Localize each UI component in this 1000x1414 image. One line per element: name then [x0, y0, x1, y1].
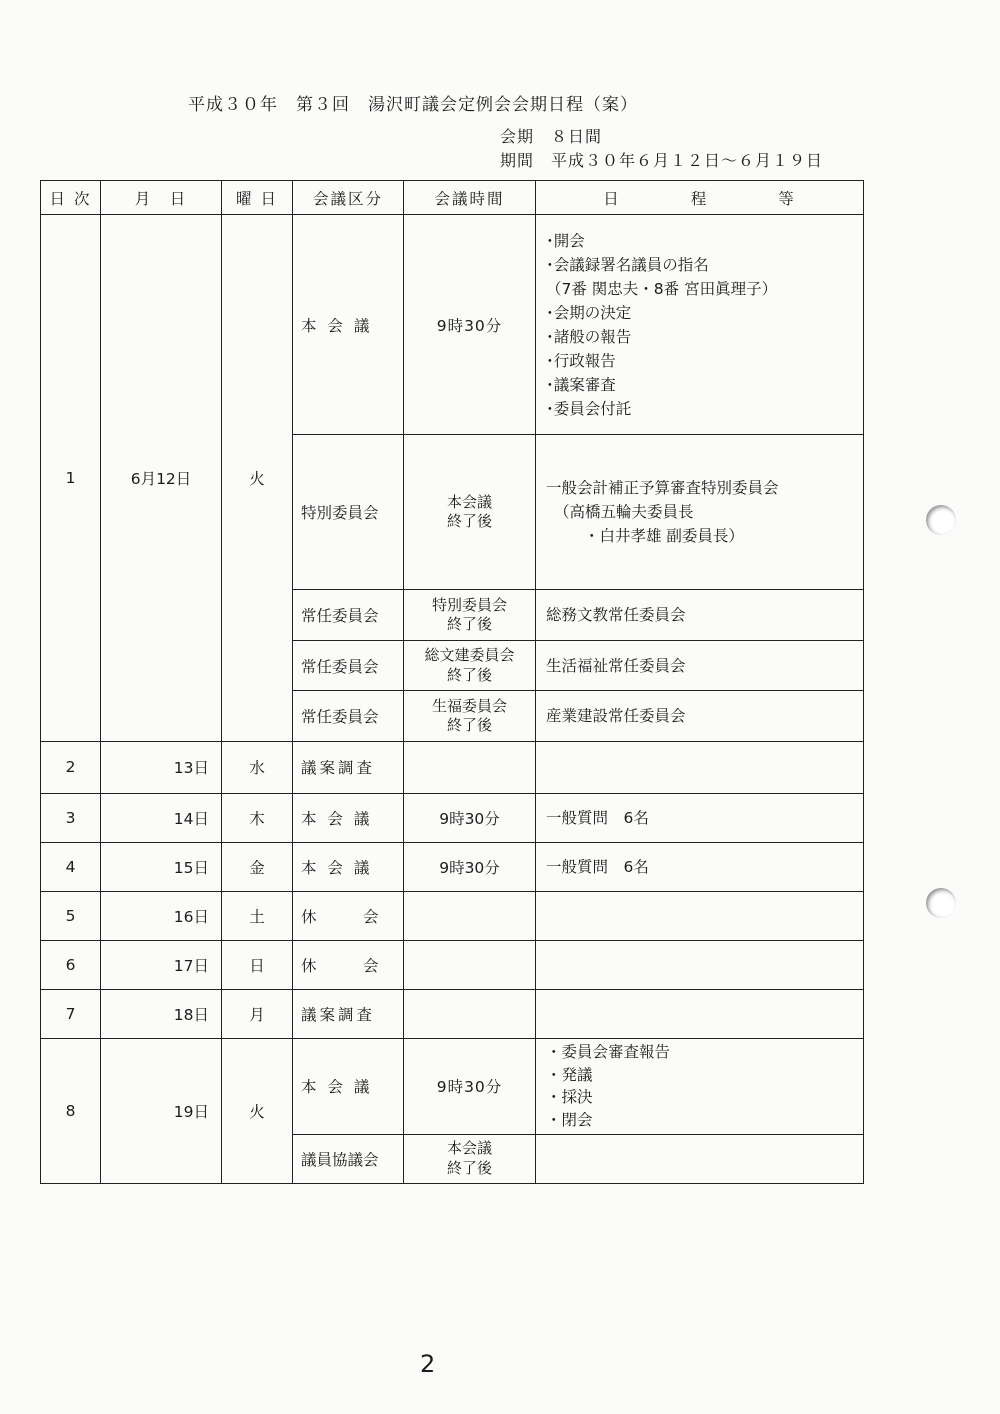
day-number: 2: [41, 741, 101, 793]
schedule-item: ・採決: [546, 1088, 593, 1107]
schedule-item: ･会期の決定: [546, 303, 632, 322]
meeting-type: 休 会: [293, 940, 404, 989]
meeting-type: 常任委員会: [293, 590, 404, 641]
schedule-item: 一般会計補正予算審査特別委員会: [546, 479, 779, 498]
table-row: [41, 989, 864, 1038]
meeting-time: 本会議 終了後: [404, 1134, 536, 1183]
meeting-type: 休 会: [293, 891, 404, 940]
schedule-item: （7番 関忠夫・8番 宮田眞理子）: [546, 279, 778, 298]
meeting-type: 本 会 議: [293, 215, 404, 435]
meeting-time: [404, 741, 536, 793]
meeting-time: [404, 940, 536, 989]
date: 13日: [101, 741, 222, 793]
day-number: 5: [41, 891, 101, 940]
schedule-item: ･委員会付託: [546, 399, 632, 418]
page-number: 2: [420, 1350, 436, 1378]
header-schedule: 日 程 等: [536, 181, 864, 215]
date: 18日: [101, 989, 222, 1038]
session-length: 会期 ８日間: [500, 127, 603, 146]
schedule-item: ･諸般の報告: [546, 327, 632, 346]
schedule-item: [536, 741, 864, 793]
day-number: 6: [41, 940, 101, 989]
meeting-type: 本 会 議: [293, 793, 404, 842]
schedule-item: 産業建設常任委員会: [536, 691, 864, 741]
date: 6月12日: [101, 215, 222, 742]
table-row: [41, 741, 864, 793]
header-date: 月 日: [101, 181, 222, 215]
document-title: 平成３０年 第３回 湯沢町議会定例会会期日程（案）: [188, 95, 638, 115]
day-number: 1: [41, 215, 101, 742]
schedule-items: [536, 435, 864, 590]
weekday: 金: [222, 842, 293, 891]
schedule-item: ･議案審査: [546, 375, 616, 394]
day-number: 4: [41, 842, 101, 891]
table-header-row: [41, 181, 864, 215]
meeting-time: 本会議 終了後: [404, 435, 536, 590]
weekday: 月: [222, 989, 293, 1038]
schedule-item: [536, 989, 864, 1038]
table-row: [41, 940, 864, 989]
weekday: 土: [222, 891, 293, 940]
schedule-items: [536, 1038, 864, 1134]
schedule-item: ･開会: [546, 231, 585, 250]
header-meeting-time: 会議時間: [404, 181, 536, 215]
meeting-type: 本 会 議: [293, 1038, 404, 1134]
punch-hole: [926, 888, 956, 918]
meeting-type: 議案調査: [293, 741, 404, 793]
date: 19日: [101, 1038, 222, 1183]
weekday: 日: [222, 940, 293, 989]
table-row: [41, 842, 864, 891]
table-row: [41, 891, 864, 940]
meeting-time: 総文建委員会 終了後: [404, 641, 536, 691]
schedule-item: （高橋五輪夫委員長: [554, 503, 694, 522]
day-number: 7: [41, 989, 101, 1038]
schedule-item: ･会議録署名議員の指名: [546, 255, 709, 274]
schedule-item: 生活福祉常任委員会: [536, 641, 864, 691]
meeting-time: 9時30分: [404, 215, 536, 435]
session-period: 期間 平成３０年６月１２日～６月１９日: [500, 151, 824, 170]
weekday: 水: [222, 741, 293, 793]
date: 14日: [101, 793, 222, 842]
meeting-time: 生福委員会 終了後: [404, 691, 536, 741]
meeting-time: [404, 989, 536, 1038]
date: 15日: [101, 842, 222, 891]
schedule-item: ・発議: [546, 1065, 593, 1084]
schedule-item: ・白井孝雄 副委員長）: [584, 527, 744, 546]
day-number: 3: [41, 793, 101, 842]
table-row: [41, 793, 864, 842]
table-row: [41, 215, 864, 435]
date: 16日: [101, 891, 222, 940]
weekday: 火: [222, 1038, 293, 1183]
weekday: 木: [222, 793, 293, 842]
schedule-item: ・閉会: [546, 1110, 593, 1129]
meeting-type: 議案調査: [293, 989, 404, 1038]
punch-hole: [926, 505, 956, 535]
schedule-item: ・委員会審査報告: [546, 1043, 671, 1062]
meeting-time: 9時30分: [404, 842, 536, 891]
schedule-items: [536, 215, 864, 435]
meeting-time: [404, 891, 536, 940]
meeting-type: 常任委員会: [293, 691, 404, 741]
meeting-time: 9時30分: [404, 793, 536, 842]
schedule-item: ･行政報告: [546, 351, 616, 370]
meeting-type: 特別委員会: [293, 435, 404, 590]
meeting-type: 本 会 議: [293, 842, 404, 891]
date: 17日: [101, 940, 222, 989]
meeting-type: 議員協議会: [293, 1134, 404, 1183]
header-weekday: 曜 日: [222, 181, 293, 215]
day-number: 8: [41, 1038, 101, 1183]
meeting-time: 特別委員会 終了後: [404, 590, 536, 641]
header-meeting-type: 会議区分: [293, 181, 404, 215]
table-row: [41, 1038, 864, 1134]
header-day-number: 日 次: [41, 181, 101, 215]
schedule-item: [536, 891, 864, 940]
meeting-type: 常任委員会: [293, 641, 404, 691]
schedule-item: 一般質問 6名: [536, 842, 864, 891]
schedule-table: [40, 180, 864, 1184]
weekday: 火: [222, 215, 293, 742]
schedule-item: 一般質問 6名: [536, 793, 864, 842]
meeting-time: 9時30分: [404, 1038, 536, 1134]
schedule-item: 総務文教常任委員会: [536, 590, 864, 641]
schedule-item: [536, 1134, 864, 1183]
schedule-item: [536, 940, 864, 989]
